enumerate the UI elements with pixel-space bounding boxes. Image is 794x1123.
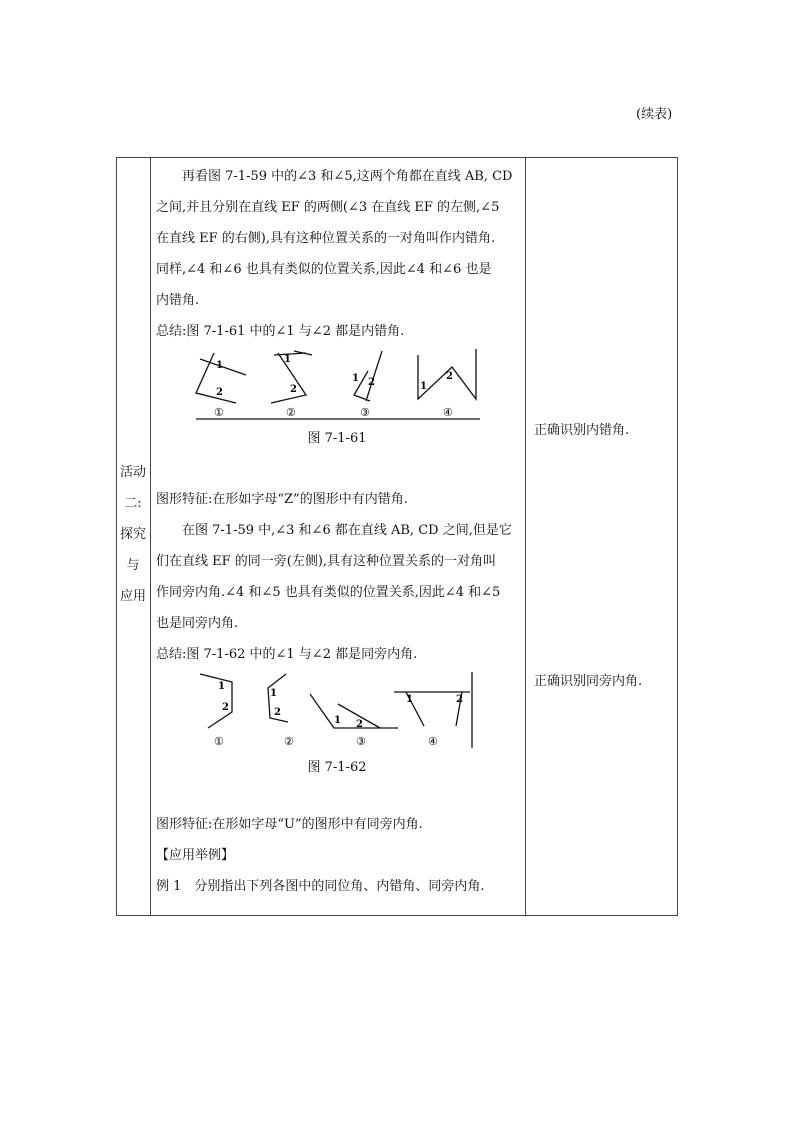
figure1-item-label: ① (214, 406, 224, 419)
figure2-angle-label: 1 (406, 694, 413, 705)
figure1-angle-label: 1 (420, 381, 427, 392)
figure1-angle-label: 2 (216, 387, 223, 398)
para1-line: 再看图 7-1-59 中的∠3 和∠5,这两个角都在直线 AB, CD (182, 169, 513, 184)
figure1-caption: 图 7-1-61 (307, 431, 367, 446)
para2-line: 在图 7-1-59 中,∠3 和∠6 都在直线 AB, CD 之间,但是它 (182, 523, 512, 538)
example-1: 例 1 分别指出下列各图中的同位角、内错角、同旁内角. (156, 879, 485, 894)
figure1-angle-label: 1 (352, 373, 359, 384)
figure2-angle-label: 1 (270, 688, 277, 699)
figure2-angle-label: 2 (274, 707, 281, 718)
figure2-angle-label: 2 (456, 694, 463, 705)
figure2-item-label: ② (284, 735, 294, 748)
figure1-item-label: ② (286, 406, 296, 419)
figure2-item-label: ③ (356, 735, 366, 748)
lesson-table (116, 157, 678, 916)
para1-line: 内错角. (156, 293, 200, 308)
figure2-shape-1 (200, 674, 232, 728)
figure1-item-label: ③ (360, 406, 370, 419)
row-label-line: 与 (126, 558, 140, 573)
figure1-angle-label: 2 (290, 384, 297, 395)
figure-7-1-61 (156, 347, 518, 423)
row-label (116, 457, 150, 612)
note-1: 正确识别内错角. (534, 423, 630, 438)
para1-line: 在直线 EF 的右侧),具有这种位置关系的一对角叫作内错角. (156, 231, 496, 246)
section-title: 【应用举例】 (156, 848, 235, 863)
figure1-shape-1-arm (200, 359, 246, 375)
figure2-angle-label: 1 (334, 715, 341, 726)
para2-line: 作同旁内角.∠4 和∠5 也具有类似的位置关系,因此∠4 和∠5 (156, 585, 501, 600)
figure1-angle-label: 2 (368, 377, 375, 388)
para2-line: 也是同旁内角. (156, 616, 239, 631)
feature-2: 图形特征:在形如字母“U”的图形中有同旁内角. (156, 817, 423, 832)
content-cell (156, 161, 518, 902)
table-right-border (677, 157, 678, 916)
column-divider-1 (150, 157, 151, 916)
summary-2: 总结:图 7-1-62 中的∠1 与∠2 都是同旁内角. (156, 647, 418, 662)
figure1-item-label: ④ (443, 406, 453, 419)
column-divider-2 (525, 157, 526, 916)
figure1-shape-3-arm (366, 351, 382, 401)
continued-label: (续表) (636, 107, 673, 122)
row-label-line: 应用 (119, 589, 146, 604)
row-label-line: 活动 (119, 465, 146, 480)
summary-1: 总结:图 7-1-61 中的∠1 与∠2 都是内错角. (156, 324, 405, 339)
para1-line: 同样,∠4 和∠6 也具有类似的位置关系,因此∠4 和∠6 也是 (156, 262, 492, 277)
row-label-line: 二: (124, 496, 142, 511)
row-label-line: 探究 (119, 527, 146, 542)
figure2-item-label: ① (214, 735, 224, 748)
note-2: 正确识别同旁内角. (534, 674, 643, 689)
figure1-angle-label: 1 (216, 360, 223, 371)
figure2-caption: 图 7-1-62 (307, 760, 367, 775)
table-bottom-border (116, 915, 678, 916)
figure-7-1-62 (156, 670, 518, 752)
para1-line: 之间,并且分别在直线 EF 的两侧(∠3 在直线 EF 的左侧,∠5 (156, 200, 500, 215)
figure1-angle-label: 2 (446, 371, 453, 382)
figure2-angle-label: 2 (356, 719, 363, 730)
figure2-angle-label: 1 (218, 681, 225, 692)
table-top-border (116, 157, 678, 158)
feature-1: 图形特征:在形如字母“Z”的图形中有内错角. (156, 492, 408, 507)
para2-line: 们在直线 EF 的同一旁(左侧),具有这种位置关系的一对角叫 (156, 554, 497, 569)
figure2-item-label: ④ (428, 735, 438, 748)
figure2-angle-label: 2 (222, 702, 229, 713)
figure1-angle-label: 1 (284, 354, 291, 365)
figure2-shape-3 (310, 694, 398, 728)
